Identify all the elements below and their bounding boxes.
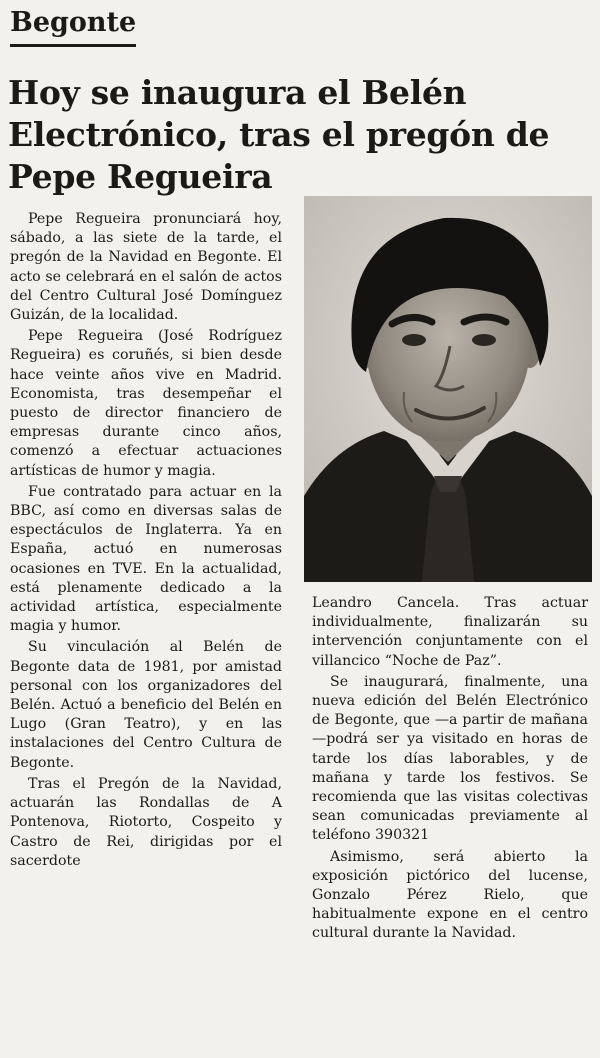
- article-column-right: [312, 594, 588, 944]
- paragraph: Fue contratado para actuar en la BBC, así como en diversas salas de espectáculos de Inglaterra. Ya en España, actuó en numerosas ocasiones en TVE. En la actualidad, está plenamente dedicado a la actividad artística, especialmente magia y humor.: [10, 483, 282, 635]
- article-column-left: [10, 210, 282, 871]
- paragraph: Tras el Pregón de la Navidad, actuarán las Rondallas de A Pontenova, Riotorto, Cospeito y Castro de Rei, dirigidas por el sacerdote: [10, 775, 282, 869]
- paragraph: Se inaugurará, finalmente, una nueva edición del Belén Electrónico de Begonte, que —a partir de mañana—podrá ser ya visitado en horas de tarde los días laborables, y de mañana y tarde los festivos. Se recomienda que las visitas colectivas sean comunicadas previamente al teléfono 390321: [312, 673, 588, 844]
- paragraph: Pepe Regueira (José Rodríguez Regueira) es coruñés, si bien desde hace veinte años vive en Madrid. Economista, tras desempeñar el puesto de director financiero de empresas durante cinco años, comenzó a efectuar actuaciones artísticas de humor y magia.: [10, 328, 282, 479]
- paragraph: Asimismo, será abierto la exposición pictórico del lucense, Gonzalo Pérez Rielo, que habitualmente expone en el centro cultural durante la Navidad.: [312, 848, 588, 942]
- portrait-illustration: [304, 196, 592, 582]
- section-label: Begonte: [10, 4, 136, 47]
- headline: Hoy se inaugura el Belén Electrónico, tras el pregón de Pepe Regueira: [8, 73, 550, 196]
- paragraph: Su vinculación al Belén de Begonte data de 1981, por amistad personal con los organizadores del Belén. Actuó a beneficio del Belén en Lugo (Gran Teatro), y en las instalaciones del Centro Cultura de Begonte.: [10, 639, 282, 771]
- portrait-photo: [304, 196, 592, 582]
- paragraph: Leandro Cancela. Tras actuar individualmente, finalizarán su intervención conjuntamente con el villancico “Noche de Paz”.: [312, 595, 588, 669]
- paragraph: Pepe Regueira pronunciará hoy, sábado, a las siete de la tarde, el pregón de la Navidad en Begonte. El acto se celebrará en el salón de actos del Centro Cultural José Domínguez Guizán, de la localidad.: [10, 211, 282, 324]
